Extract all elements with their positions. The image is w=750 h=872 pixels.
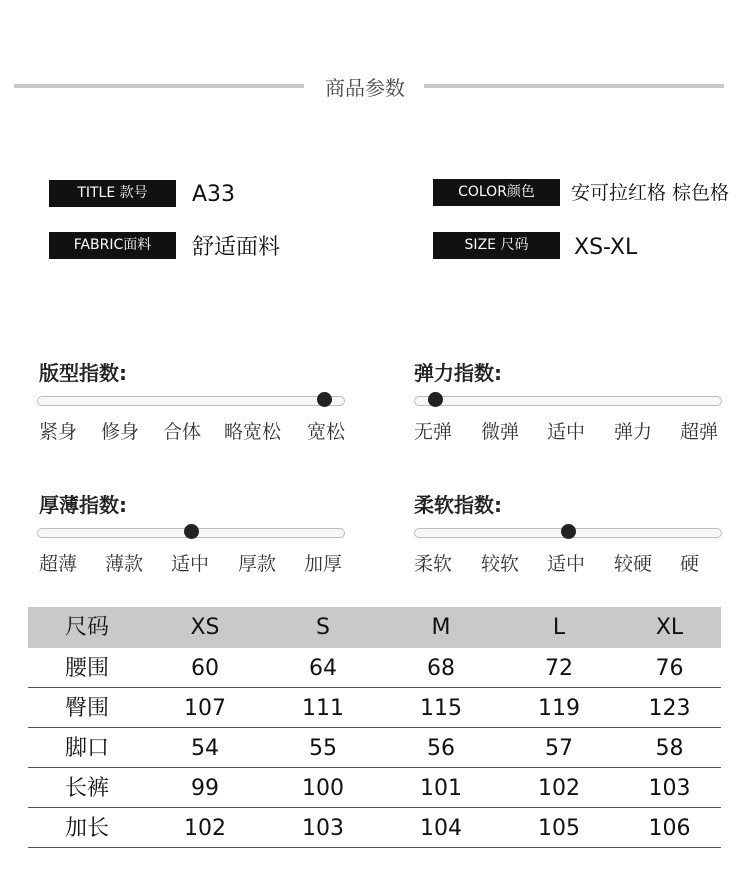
table-cell: 102 xyxy=(184,816,226,841)
table-cell: 107 xyxy=(184,696,226,721)
color-value: 安可拉红格 棕色格 xyxy=(571,182,730,204)
stretch-index-knob xyxy=(428,392,443,407)
table-cell: 76 xyxy=(655,656,684,681)
table-cell: 55 xyxy=(309,736,337,761)
header-cell: 尺码 xyxy=(64,615,109,640)
softness-index-knob xyxy=(561,524,576,539)
softness-option: 柔软 xyxy=(414,553,453,575)
stretch-option: 弹力 xyxy=(614,421,653,443)
fit-index-title: 版型指数: xyxy=(39,361,127,385)
table-cell: 臀围 xyxy=(64,696,109,721)
header-cell: S xyxy=(316,615,330,640)
table-cell: 99 xyxy=(191,776,219,801)
table-cell: 111 xyxy=(302,696,344,721)
stretch-index-title: 弹力指数: xyxy=(414,361,502,385)
thickness-index-knob xyxy=(184,524,199,539)
table-cell: 56 xyxy=(427,736,455,761)
table-cell: 加长 xyxy=(64,816,109,841)
softness-index-title: 柔软指数: xyxy=(414,493,502,517)
size-label: SIZE 尺码 xyxy=(433,232,560,259)
thickness-option: 加厚 xyxy=(304,553,343,575)
thickness-option: 厚款 xyxy=(238,553,277,575)
table-cell: 101 xyxy=(420,776,462,801)
header-cell: XS xyxy=(190,615,220,640)
table-cell: 115 xyxy=(420,696,462,721)
stretch-index-track xyxy=(414,396,722,406)
table-row xyxy=(28,728,721,768)
title-label: TITLE 款号 xyxy=(49,180,176,207)
table-cell: 60 xyxy=(191,656,219,681)
header-cell: XL xyxy=(655,615,684,640)
fit-option: 合体 xyxy=(163,421,202,443)
thickness-option: 超薄 xyxy=(39,553,78,575)
fit-option: 紧身 xyxy=(39,421,78,443)
table-row xyxy=(28,768,721,808)
fabric-value: 舒适面料 xyxy=(192,235,281,260)
table-cell: 100 xyxy=(302,776,344,801)
stretch-option: 微弹 xyxy=(481,421,520,443)
table-cell: 105 xyxy=(538,816,580,841)
fit-option: 修身 xyxy=(101,421,140,443)
table-row xyxy=(28,648,721,688)
table-cell: 119 xyxy=(538,696,580,721)
size-table-header xyxy=(28,607,721,648)
section-title: 商品参数 xyxy=(325,76,405,100)
table-cell: 腰围 xyxy=(64,656,109,681)
table-cell: 102 xyxy=(538,776,580,801)
softness-option: 硬 xyxy=(680,553,700,575)
softness-index-track xyxy=(414,528,722,538)
stretch-option: 无弹 xyxy=(414,421,453,443)
table-cell: 64 xyxy=(309,656,337,681)
table-cell: 103 xyxy=(648,776,691,801)
table-cell: 68 xyxy=(427,656,455,681)
table-cell: 54 xyxy=(191,736,219,761)
fabric-label: FABRIC面料 xyxy=(49,232,176,259)
table-cell: 72 xyxy=(545,656,573,681)
header-cell: L xyxy=(552,615,566,640)
title-divider-right xyxy=(424,84,724,88)
thickness-option: 薄款 xyxy=(105,553,144,575)
table-cell: 长裤 xyxy=(64,776,109,801)
thickness-index-track xyxy=(37,528,345,538)
thickness-index-title: 厚薄指数: xyxy=(39,493,127,517)
table-row xyxy=(28,808,721,848)
thickness-option: 适中 xyxy=(171,553,210,575)
table-cell: 58 xyxy=(655,736,684,761)
table-row xyxy=(28,688,721,728)
size-value: XS-XL xyxy=(574,235,638,260)
title-divider-left xyxy=(14,84,304,88)
table-cell: 104 xyxy=(420,816,462,841)
title-value: A33 xyxy=(192,182,236,207)
table-cell: 123 xyxy=(648,696,691,721)
softness-option: 适中 xyxy=(547,553,586,575)
softness-option: 较硬 xyxy=(614,553,653,575)
stretch-option: 超弹 xyxy=(680,421,719,443)
table-cell: 106 xyxy=(648,816,691,841)
table-cell: 103 xyxy=(302,816,344,841)
table-cell: 脚口 xyxy=(64,736,109,761)
fit-index-knob xyxy=(317,392,332,407)
fit-option: 宽松 xyxy=(307,421,346,443)
fit-index-track xyxy=(37,396,345,406)
table-cell: 57 xyxy=(545,736,573,761)
softness-option: 较软 xyxy=(481,553,520,575)
fit-option: 略宽松 xyxy=(224,421,282,443)
size-table xyxy=(28,607,721,848)
stretch-option: 适中 xyxy=(547,421,586,443)
color-label: COLOR颜色 xyxy=(433,179,560,206)
header-cell: M xyxy=(431,615,451,640)
